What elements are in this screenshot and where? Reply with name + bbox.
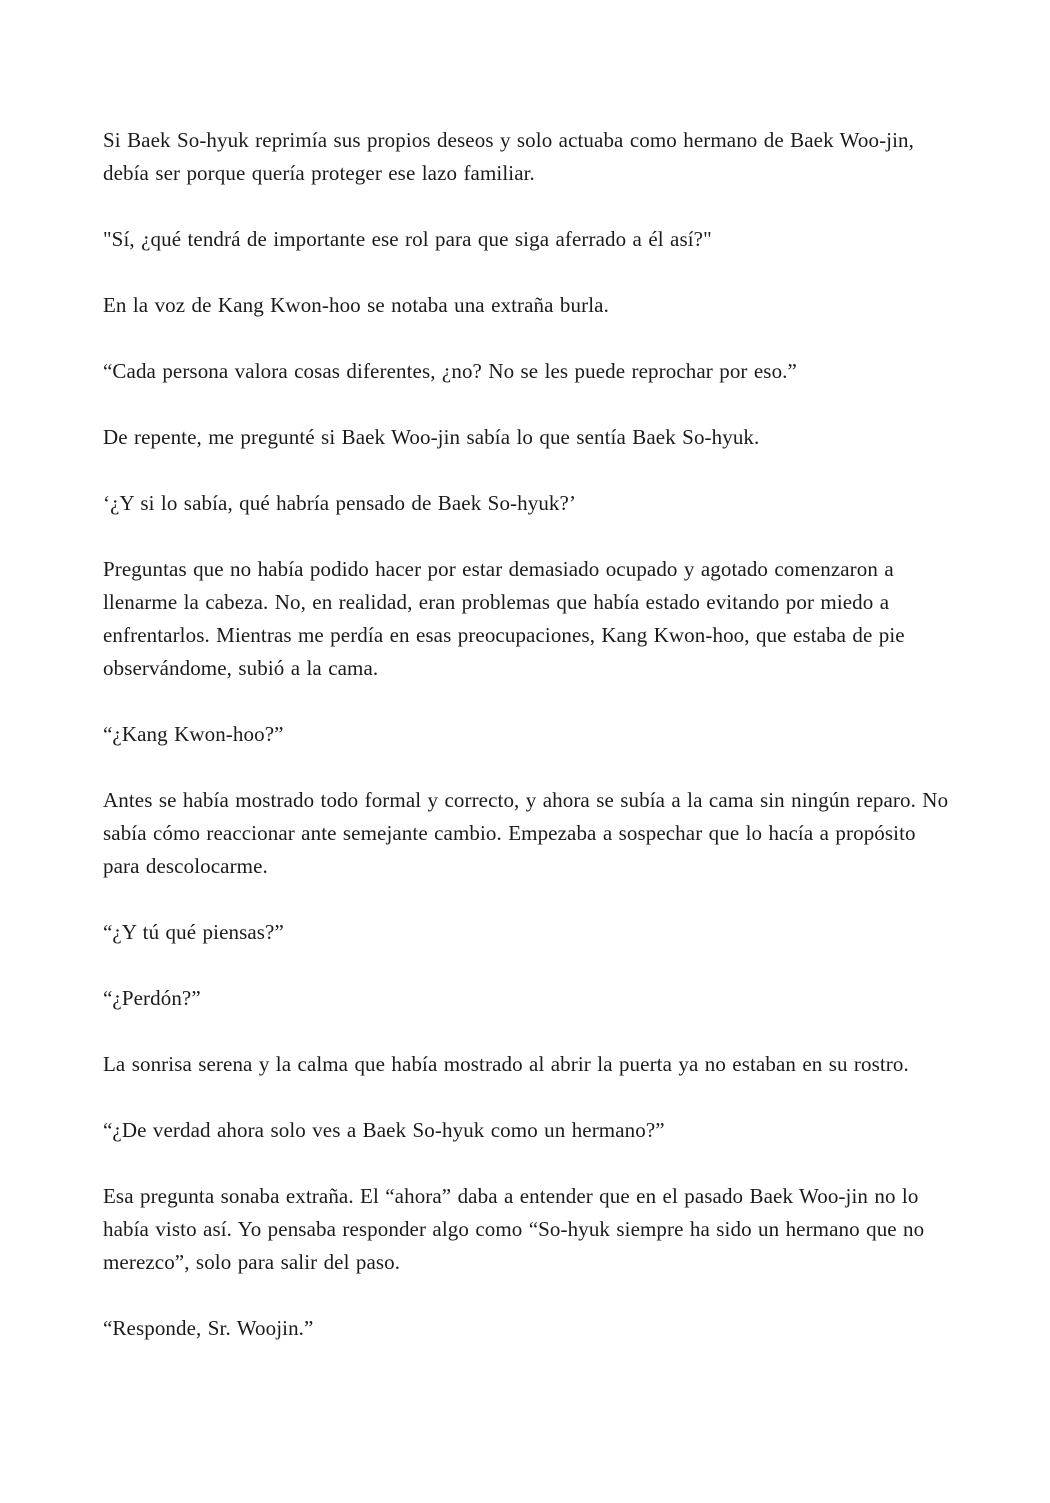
paragraph-narration: De repente, me pregunté si Baek Woo-jin sabía lo que sentía Baek So-hyuk. bbox=[103, 425, 760, 449]
paragraph-narration: Antes se había mostrado todo formal y correcto, y ahora se subía a la cama sin ningún reparo. No sabía cómo reaccionar ante semejante cambio. Empezaba a sospechar que lo hacía a propósito para descolocarme. bbox=[103, 788, 949, 878]
paragraph-narration: La sonrisa serena y la calma que había mostrado al abrir la puerta ya no estaban en su rostro. bbox=[103, 1052, 909, 1076]
paragraph-narration: En la voz de Kang Kwon-hoo se notaba una extraña burla. bbox=[103, 293, 609, 317]
paragraph-inner-thought: ‘¿Y si lo sabía, qué habría pensado de Baek So-hyuk?’ bbox=[103, 491, 577, 515]
paragraph-dialogue: “¿Y tú qué piensas?” bbox=[103, 920, 284, 944]
paragraph-dialogue: “¿Perdón?” bbox=[103, 986, 201, 1010]
paragraph-dialogue: “¿De verdad ahora solo ves a Baek So-hyuk como un hermano?” bbox=[103, 1118, 665, 1142]
paragraph-narration: Si Baek So-hyuk reprimía sus propios deseos y solo actuaba como hermano de Baek Woo-jin, debía ser porque quería proteger ese lazo familiar. bbox=[103, 128, 914, 185]
paragraph-dialogue: "Sí, ¿qué tendrá de importante ese rol para que siga aferrado a él así?" bbox=[103, 227, 712, 251]
paragraph-narration: Preguntas que no había podido hacer por estar demasiado ocupado y agotado comenzaron a llenarme la cabeza. No, en realidad, eran problemas que había estado evitando por miedo a enfrentarlos. Mientras me perdía en esas preocupaciones, Kang Kwon-hoo, que estaba de pie observándome, subió a la cama. bbox=[103, 557, 905, 680]
paragraph-dialogue: “Cada persona valora cosas diferentes, ¿no? No se les puede reprochar por eso.” bbox=[103, 359, 797, 383]
paragraph-dialogue: “¿Kang Kwon-hoo?” bbox=[103, 722, 284, 746]
paragraph-narration: Esa pregunta sonaba extraña. El “ahora” daba a entender que en el pasado Baek Woo-jin no lo había visto así. Yo pensaba responder algo como “So-hyuk siempre ha sido un hermano que no merezco”, solo para salir del paso. bbox=[103, 1184, 925, 1274]
paragraph-dialogue: “Responde, Sr. Woojin.” bbox=[103, 1316, 314, 1340]
